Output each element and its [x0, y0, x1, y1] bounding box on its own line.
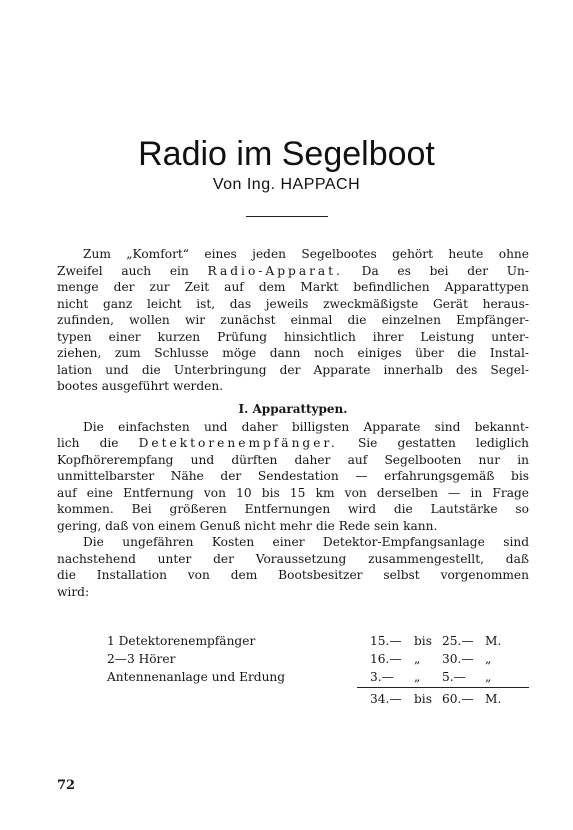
- cost-sep: bis: [414, 634, 432, 648]
- text-line: lich die Detektorenempfänger. Sie gestatten lediglich: [57, 436, 529, 450]
- total-currency: M.: [485, 692, 502, 706]
- text-line: gering, daß von einem Genuß nicht mehr die Rede sein kann.: [57, 518, 438, 533]
- cost-from: 16.—: [370, 652, 402, 666]
- text-line: nicht ganz leicht ist, das jeweils zweckmäßigste Gerät heraus-: [57, 296, 529, 311]
- title-divider: [246, 216, 328, 217]
- page-number: 72: [57, 778, 76, 793]
- text-line: Zweifel auch ein Radio-Apparat. Da es bei der Un-: [57, 263, 530, 278]
- text-line: typen einer kurzen Prüfung hinsichtlich ihrer Leistung unter-: [57, 329, 529, 344]
- cost-total-row: [57, 691, 529, 708]
- cost-to: 5.—: [442, 670, 466, 684]
- text-line: unmittelbarster Nähe der Sendestation — erfahrungsgemäß bis: [57, 469, 529, 483]
- text-line: bootes ausgeführt werden.: [57, 379, 224, 393]
- spaced-term: Radio-Apparat.: [207, 263, 343, 278]
- text-line: ziehen, zum Schlusse möge dann noch einiges über die Instal-: [57, 346, 529, 360]
- cost-currency: „: [485, 652, 492, 666]
- cost-row: [57, 669, 529, 686]
- total-to: 60.—: [442, 692, 474, 706]
- cost-item: Antennenanlage und Erdung: [107, 670, 286, 684]
- cost-row: [57, 633, 529, 650]
- cost-item: 1 Detektorenempfänger: [107, 634, 256, 648]
- text-line: lation und die Unterbringung der Apparate innerhalb des Segel-: [57, 362, 529, 377]
- article-body: [57, 246, 530, 706]
- text-line: Die ungefähren Kosten einer Detektor-Empfangsanlage sind: [83, 535, 529, 549]
- text-line: nachstehend unter der Voraussetzung zusammengestellt, daß: [57, 551, 529, 566]
- cost-to: 30.—: [442, 652, 474, 666]
- cost-to: 25.—: [442, 634, 474, 648]
- text-line: die Installation von dem Bootsbesitzer selbst vorgenommen: [57, 568, 529, 582]
- total-from: 34.—: [370, 692, 402, 706]
- text-line: auf eine Entfernung von 10 bis 15 km von derselben — in Frage: [57, 485, 529, 500]
- cost-row: [57, 651, 529, 668]
- spaced-term: Detektorenempfänger.: [138, 436, 338, 450]
- section-heading: I. Apparattypen.: [238, 401, 348, 416]
- total-sep: bis: [414, 692, 432, 706]
- text-line: wird:: [57, 584, 90, 599]
- cost-item: 2—3 Hörer: [107, 652, 176, 666]
- cost-from: 3.—: [370, 670, 394, 684]
- text-line: kommen. Bei größeren Entfernungen wird die Lautstärke so: [57, 502, 529, 516]
- text-line: menge der zur Zeit auf dem Markt befindlichen Apparattypen: [57, 280, 529, 294]
- sum-rule: [357, 687, 529, 688]
- cost-sep: „: [414, 670, 421, 684]
- text-line: zufinden, wollen wir zunächst einmal die einzelnen Empfänger-: [57, 313, 529, 327]
- cost-from: 15.—: [370, 634, 402, 648]
- cost-sep: „: [414, 652, 421, 666]
- text-line: Zum „Komfort“ eines jeden Segelbootes gehört heute ohne: [83, 247, 529, 261]
- cost-currency: „: [485, 670, 492, 684]
- text-line: Die einfachsten und daher billigsten Apparate sind bekannt-: [83, 419, 529, 434]
- text-line: Kopfhörerempfang und dürften daher auf Segelbooten nur in: [57, 452, 529, 467]
- article-byline: Von Ing. HAPPACH: [212, 176, 361, 193]
- article-title: Radio im Segelboot: [138, 135, 435, 173]
- cost-currency: M.: [485, 634, 502, 648]
